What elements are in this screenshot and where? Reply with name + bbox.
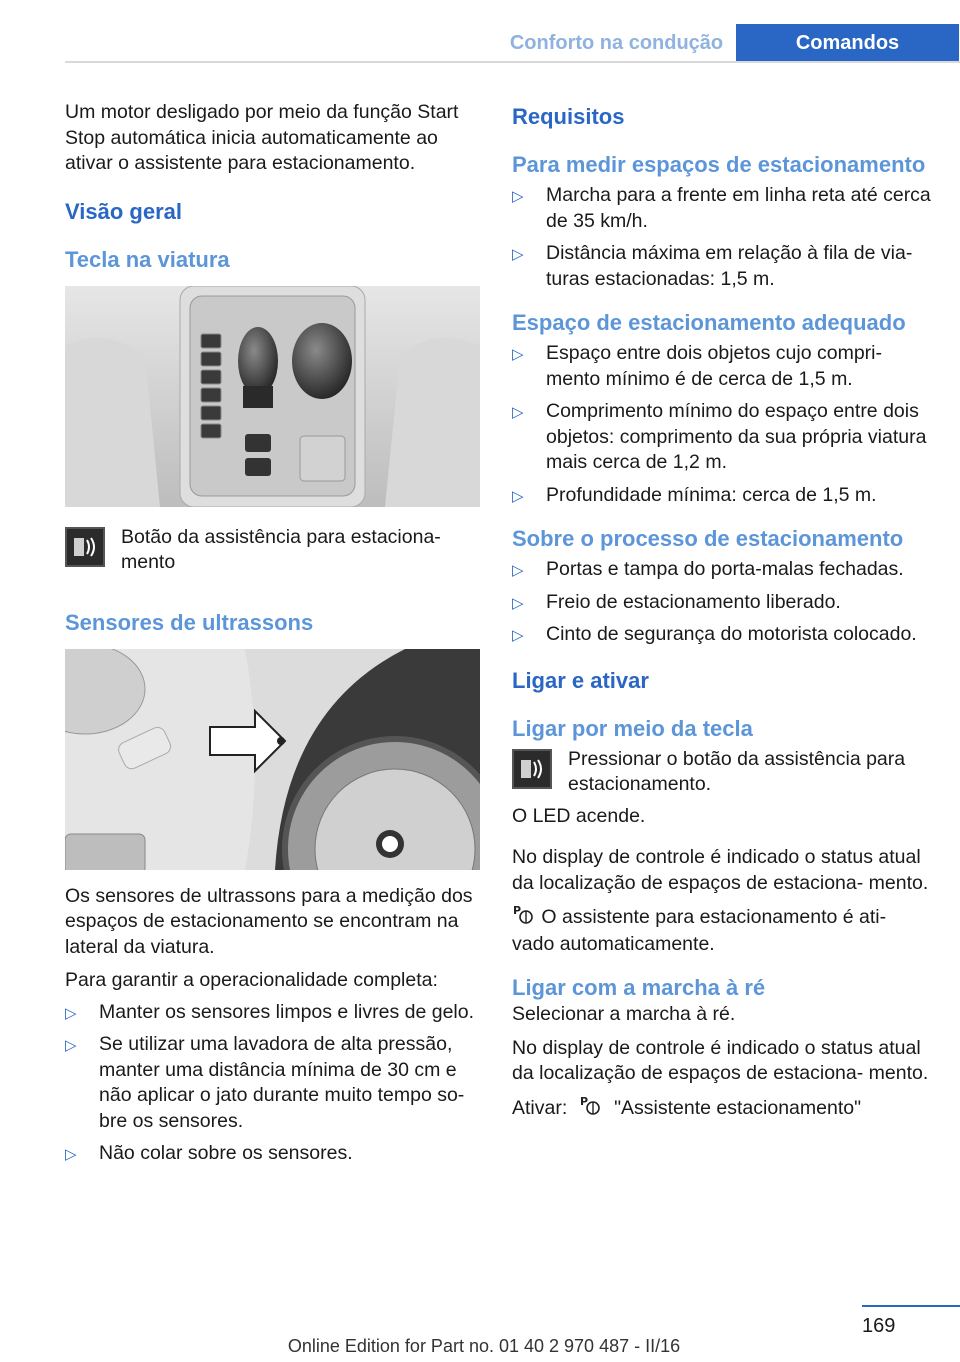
bullet-triangle-icon: ▷	[512, 627, 524, 644]
list-item: ▷ Freio de estacionamento liberado.	[512, 590, 932, 616]
right-column	[512, 100, 932, 1122]
bullet-triangle-icon: ▷	[512, 346, 524, 363]
bullet-triangle-icon: ▷	[512, 188, 524, 205]
activate-instruction	[512, 1095, 932, 1123]
list-item: ▷ Distância máxima em relação à fila de via- turas estacionadas: 1,5 m.	[512, 242, 913, 290]
button-caption: Botão da assistência para estaciona- mento	[121, 525, 441, 573]
heading-switch-on-activate: Ligar e ativar	[512, 667, 649, 693]
heading-overview: Visão geral	[65, 198, 182, 224]
display-status-text-1: No display de controle é indicado o status atual da localização de espaços de estaciona- mento.	[512, 846, 929, 894]
svg-text:P: P	[579, 1094, 588, 1108]
bullet-triangle-icon: ▷	[65, 1037, 77, 1054]
heading-button-in-vehicle: Tecla na viatura	[65, 246, 230, 272]
bullet-triangle-icon: ▷	[512, 594, 524, 612]
heading-ultrasonic-sensors: Sensores de ultrassons	[65, 609, 314, 635]
suitable-list	[512, 341, 932, 508]
process-list	[512, 557, 932, 648]
heading-measure-spaces: Para medir espaços de estacionamento	[512, 152, 926, 177]
press-button-row	[512, 749, 932, 798]
parking-assistant-button-icon	[65, 527, 105, 567]
heading-requirements: Requisitos	[512, 104, 625, 129]
list-item: ▷ Se utilizar uma lavadora de alta pressão, manter uma distância mínima de 30 cm e não aplicar o jato durante muito tempo so- bre os sensores.	[65, 1033, 465, 1132]
bullet-triangle-icon: ▷	[512, 246, 524, 263]
parking-assistant-button-icon	[512, 749, 552, 789]
left-column	[65, 100, 481, 1174]
header-divider	[65, 61, 960, 63]
list-item: ▷ Comprimento mínimo do espaço entre dois objetos: comprimento da sua própria viatura mais cerca de 1,2 m.	[512, 400, 927, 473]
list-item: ▷ Marcha para a frente em linha reta até cerca de 35 km/h.	[512, 184, 931, 232]
svg-text:P: P	[513, 904, 522, 917]
bullet-triangle-icon: ▷	[512, 562, 524, 579]
list-item: ▷ Não colar sobre os sensores.	[65, 1141, 481, 1167]
display-status-text-2: No display de controle é indicado o status atual da localização de espaços de estaciona- mento.	[512, 1036, 929, 1084]
bullet-triangle-icon: ▷	[512, 404, 524, 421]
list-item: ▷ Profundidade mínima: cerca de 1,5 m.	[512, 483, 932, 509]
auto-activate-text: P O assistente para estacionamento é ati- vado automaticamente.	[512, 904, 887, 955]
center-console-photo	[65, 286, 480, 507]
parking-assistant-symbol-icon	[579, 1095, 603, 1123]
heading-parking-process: Sobre o processo de estacionamento	[512, 526, 904, 551]
press-button-text: Pressionar o botão da assistência para estacionamento.	[568, 747, 906, 795]
heading-switch-on-reverse: Ligar com a marcha à ré	[512, 975, 766, 1000]
chapter-tab: Comandos	[736, 24, 959, 62]
activate-label: Ativar:	[512, 1096, 568, 1119]
heading-switch-on-button: Ligar por meio da tecla	[512, 715, 753, 741]
bullet-triangle-icon: ▷	[65, 1146, 77, 1163]
reverse-gear-text: Selecionar a marcha à ré.	[512, 1003, 736, 1025]
footer-divider	[862, 1305, 960, 1307]
parking-assistant-symbol-icon	[512, 904, 536, 932]
activate-menu-value: "Assistente estacionamento"	[614, 1096, 862, 1119]
list-item: ▷ Espaço entre dois objetos cujo compri- mento mínimo é de cerca de 1,5 m.	[512, 342, 883, 390]
page-number: 169	[862, 1315, 896, 1337]
list-item: ▷ Portas e tampa do porta-malas fechadas.	[512, 557, 932, 583]
bullet-triangle-icon: ▷	[65, 1004, 77, 1022]
operability-intro: Para garantir a operacionalidade completa:	[65, 969, 438, 991]
bullet-triangle-icon: ▷	[512, 487, 524, 505]
ultrasonic-sensor-photo	[65, 649, 480, 870]
section-tab: Conforto na condução	[509, 31, 724, 54]
edition-info: Online Edition for Part no. 01 40 2 970 487 - II/16	[287, 1336, 681, 1356]
led-text: O LED acende.	[512, 804, 646, 827]
measure-list	[512, 183, 932, 292]
heading-suitable-space: Espaço de estacionamento adequado	[512, 310, 906, 335]
operability-list	[65, 1000, 481, 1167]
intro-paragraph: Um motor desligado por meio da função Start Stop automática inicia automaticamente ao ativar o assistente para estacionamento.	[65, 101, 459, 174]
header-tabs	[497, 24, 959, 62]
button-caption-row	[65, 527, 481, 576]
list-item: ▷ Cinto de segurança do motorista colocado.	[512, 622, 932, 648]
list-item: ▷ Manter os sensores limpos e livres de gelo.	[65, 1000, 481, 1026]
sensors-description: Os sensores de ultrassons para a medição dos espaços de estacionamento se encontram na lateral da viatura.	[65, 884, 473, 958]
